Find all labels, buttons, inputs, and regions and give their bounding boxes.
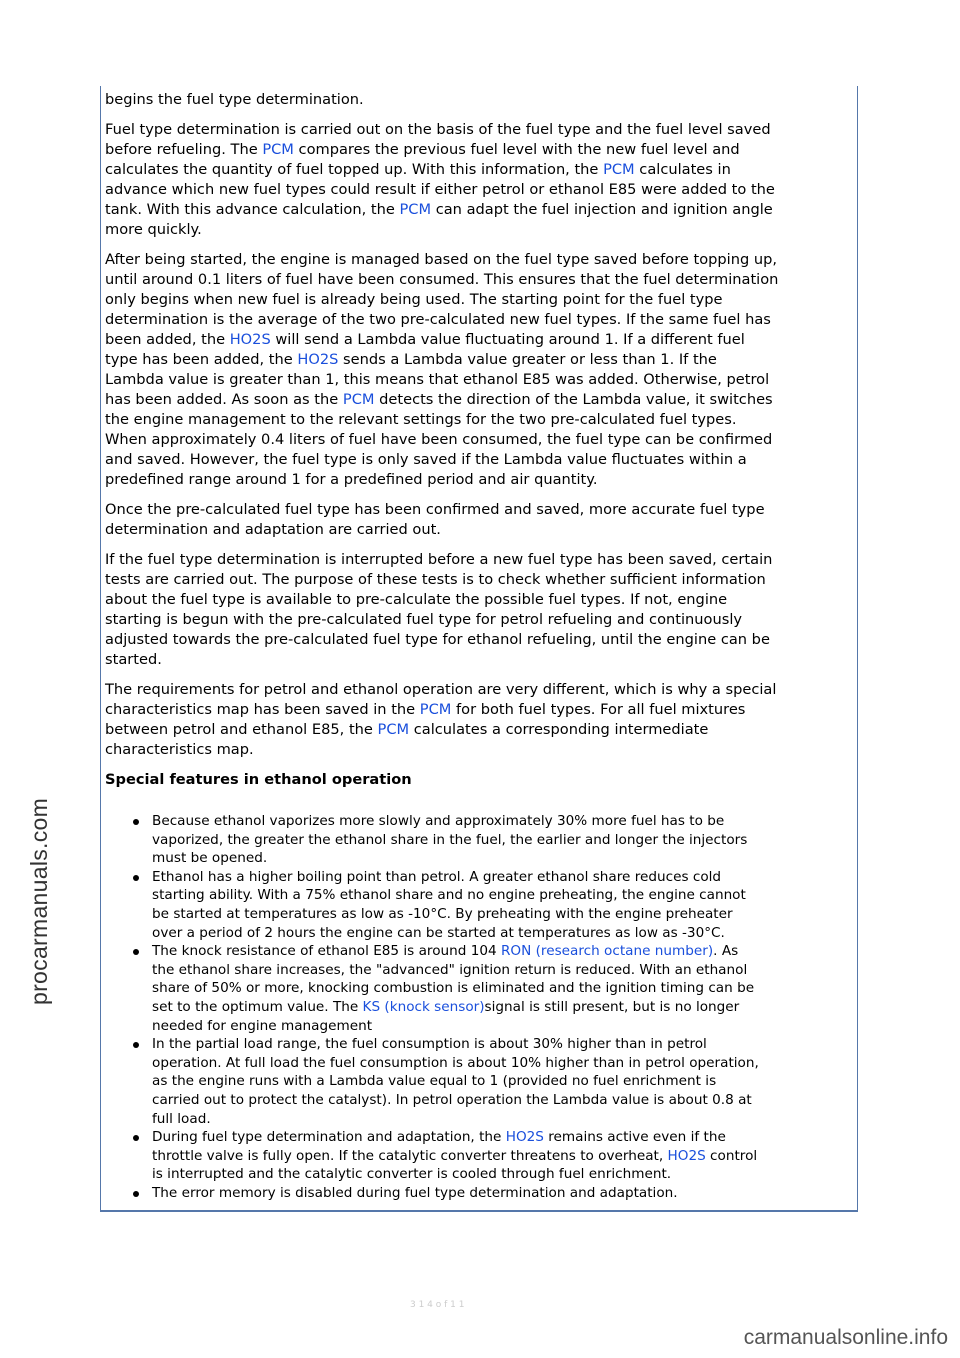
glossary-link[interactable]: PCM [419, 701, 452, 718]
text-line [105, 590, 855, 610]
glossary-link[interactable]: HO2S [229, 331, 271, 348]
text-segment: determination is the average of the two pre-calculated new fuel types. If the same fuel has [105, 311, 771, 328]
text-segment: After being started, the engine is managed based on the fuel type saved before topping up, [105, 251, 778, 268]
text-line [105, 720, 855, 740]
text-segment: is interrupted and the catalytic converter is cooled through fuel enrichment. [152, 1166, 672, 1183]
text-line [105, 140, 855, 160]
text-segment: detects the direction of the Lambda value, it switches [374, 391, 773, 408]
text-segment: . As [713, 943, 739, 960]
text-segment: calculates in [634, 161, 731, 178]
list-item [105, 1035, 855, 1128]
text-line [105, 610, 855, 630]
text-segment: has been added. As soon as the [105, 391, 343, 408]
glossary-link[interactable]: HO2S [505, 1129, 544, 1146]
text-segment: The requirements for petrol and ethanol operation are very different, which is why a special [105, 681, 777, 698]
glossary-link[interactable]: PCM [399, 201, 432, 218]
text-line [105, 410, 855, 430]
text-line [152, 1184, 855, 1203]
text-segment: tank. With this advance calculation, the [105, 201, 400, 218]
text-line [105, 330, 855, 350]
text-segment: starting ability. With a 75% ethanol share and no engine preheating, the engine cannot [152, 887, 746, 904]
text-segment: sends a Lambda value greater or less than 1. If the [338, 351, 717, 368]
text-segment: over a period of 2 hours the engine can be started at temperatures as low as -30°C. [152, 924, 725, 941]
paragraph [105, 500, 855, 540]
text-segment: only begins when new fuel is already being used. The starting point for the fuel type [105, 291, 723, 308]
text-segment: the engine management to the relevant settings for the two pre-calculated fuel types. [105, 411, 737, 428]
paragraph [105, 90, 855, 110]
text-segment: the ethanol share increases, the "advanced" ignition return is reduced. With an ethanol [152, 961, 748, 978]
list-item [105, 1128, 855, 1184]
text-line [105, 160, 855, 180]
paragraph [105, 550, 855, 670]
feature-list [105, 812, 855, 1202]
content-panel [100, 86, 858, 1212]
text-line [152, 868, 855, 887]
text-segment: be started at temperatures as low as -10°C. By preheating with the engine preheater [152, 905, 733, 922]
text-line [152, 905, 855, 924]
text-segment: needed for engine management [152, 1017, 373, 1034]
text-segment: compares the previous fuel level with the new fuel level and [293, 141, 740, 158]
text-line [105, 90, 855, 110]
list-item [105, 812, 855, 868]
text-line [152, 961, 855, 980]
text-line [152, 1017, 855, 1036]
text-line [152, 1128, 855, 1147]
glossary-link[interactable]: RON (research octane number) [500, 943, 714, 960]
text-segment: In the partial load range, the fuel consumption is about 30% higher than in petrol [152, 1036, 707, 1053]
text-segment: must be opened. [152, 850, 268, 867]
glossary-link[interactable]: PCM [377, 721, 410, 738]
text-line [105, 120, 855, 140]
text-segment: type has been added, the [105, 351, 298, 368]
text-line [105, 650, 855, 670]
text-segment: calculates the quantity of fuel topped up. With this information, the [105, 161, 604, 178]
text-segment: predefined range around 1 for a predefined period and air quantity. [105, 471, 598, 488]
text-segment: Lambda value is greater than 1, this means that ethanol E85 was added. Otherwise, petrol [105, 371, 770, 388]
text-segment: as the engine runs with a Lambda value equal to 1 (provided no fuel enrichment is [152, 1073, 717, 1090]
text-segment: tests are carried out. The purpose of these tests is to check whether sufficient information [105, 571, 766, 588]
text-segment: will send a Lambda value fluctuating around 1. If a different fuel [270, 331, 745, 348]
text-segment: The knock resistance of ethanol E85 is around 104 [152, 943, 501, 960]
text-segment: set to the optimum value. The [152, 998, 363, 1015]
glossary-link[interactable]: KS (knock sensor) [362, 998, 485, 1015]
text-segment: started. [105, 651, 162, 668]
text-line [105, 390, 855, 410]
content-body [105, 90, 855, 1202]
text-segment: calculates a corresponding intermediate [409, 721, 709, 738]
text-line [152, 1054, 855, 1073]
text-segment: During fuel type determination and adaptation, the [152, 1129, 506, 1146]
text-segment: throttle valve is fully open. If the catalytic converter threatens to overheat, [152, 1147, 668, 1164]
text-line [105, 630, 855, 650]
text-line [152, 1091, 855, 1110]
text-line [105, 740, 855, 760]
text-line [105, 310, 855, 330]
page-number: 3 1 4 o f 1 1 [410, 1300, 465, 1310]
text-line [152, 812, 855, 831]
text-segment: can adapt the fuel injection and ignition angle [431, 201, 773, 218]
text-segment: If the fuel type determination is interrupted before a new fuel type has been saved, certain [105, 551, 773, 568]
text-segment: and saved. However, the fuel type is only saved if the Lambda value fluctuates within a [105, 451, 747, 468]
text-segment: begins the fuel type determination. [105, 91, 364, 108]
text-segment: characteristics map. [105, 741, 254, 758]
glossary-link[interactable]: HO2S [667, 1147, 706, 1164]
list-item [105, 942, 855, 1035]
side-watermark: procarmanuals.com [26, 797, 52, 1005]
text-line [152, 1147, 855, 1166]
text-segment: full load. [152, 1110, 211, 1127]
text-line [105, 500, 855, 520]
text-line [152, 924, 855, 943]
text-segment: share of 50% or more, knocking combustion is eliminated and the ignition timing can be [152, 980, 755, 997]
text-segment: control [705, 1147, 758, 1164]
text-line [105, 570, 855, 590]
text-line [105, 180, 855, 200]
text-segment: vaporized, the greater the ethanol share in the fuel, the earlier and longer the injectors [152, 831, 748, 848]
paragraph [105, 120, 855, 240]
text-line [105, 470, 855, 490]
text-line [152, 849, 855, 868]
text-segment: The error memory is disabled during fuel type determination and adaptation. [152, 1184, 678, 1201]
text-segment: operation. At full load the fuel consumption is about 10% higher than in petrol operation, [152, 1054, 759, 1071]
section-heading: Special features in ethanol operation [105, 771, 412, 788]
text-segment: Ethanol has a higher boiling point than petrol. A greater ethanol share reduces cold [152, 868, 722, 885]
text-line [105, 220, 855, 240]
text-segment: adjusted towards the pre-calculated fuel type for ethanol refueling, until the engine can be [105, 631, 770, 648]
text-segment: more quickly. [105, 221, 202, 238]
text-segment: before refueling. The [105, 141, 263, 158]
text-line [105, 700, 855, 720]
text-line [105, 250, 855, 270]
text-segment: Fuel type determination is carried out on the basis of the fuel type and the fuel level saved [105, 121, 771, 138]
text-line [152, 1035, 855, 1054]
text-segment: starting is begun with the pre-calculated fuel type for petrol refueling and continuously [105, 611, 743, 628]
text-line [152, 886, 855, 905]
text-line [152, 831, 855, 850]
text-segment: When approximately 0.4 liters of fuel have been consumed, the fuel type can be confirmed [105, 431, 773, 448]
text-segment: Once the pre-calculated fuel type has been confirmed and saved, more accurate fuel type [105, 501, 765, 518]
footer-watermark: carmanualsonline.info [743, 1326, 948, 1349]
paragraph [105, 250, 855, 490]
text-line [105, 430, 855, 450]
text-segment: signal is still present, but is no longer [484, 998, 740, 1015]
text-segment: Because ethanol vaporizes more slowly and approximately 30% more fuel has to be [152, 813, 725, 829]
glossary-link[interactable]: PCM [603, 161, 635, 178]
text-line [105, 350, 855, 370]
list-item [105, 868, 855, 942]
text-line [105, 200, 855, 220]
text-segment: until around 0.1 liters of fuel have been consumed. This ensures that the fuel determination [105, 271, 779, 288]
text-line [105, 550, 855, 570]
text-line [105, 680, 855, 700]
text-line [152, 1165, 855, 1184]
paragraph [105, 680, 855, 760]
text-line [152, 1072, 855, 1091]
text-segment: advance which new fuel types could result if either petrol or ethanol E85 were added to the [105, 181, 775, 198]
text-segment: remains active even if the [543, 1129, 726, 1146]
text-line [105, 270, 855, 290]
text-segment: about the fuel type is available to pre-calculate the possible fuel types. If not, engine [105, 591, 728, 608]
glossary-link[interactable]: PCM [342, 391, 375, 408]
list-item [105, 1184, 855, 1203]
glossary-link[interactable]: PCM [262, 141, 294, 158]
text-line [152, 942, 855, 961]
text-segment: determination and adaptation are carried out. [105, 521, 441, 538]
text-line [105, 520, 855, 540]
text-line [152, 998, 855, 1017]
text-line [105, 290, 855, 310]
text-line [152, 979, 855, 998]
text-line [152, 1110, 855, 1129]
text-line [105, 450, 855, 470]
text-segment: been added, the [105, 331, 230, 348]
text-segment: for both fuel types. For all fuel mixtures [451, 701, 746, 718]
text-line [105, 370, 855, 390]
glossary-link[interactable]: HO2S [297, 351, 339, 368]
text-segment: between petrol and ethanol E85, the [105, 721, 378, 738]
paragraphs [105, 90, 855, 760]
text-segment: characteristics map has been saved in the [105, 701, 420, 718]
text-segment: carried out to protect the catalyst). In petrol operation the Lambda value is about 0.8 at [152, 1091, 752, 1108]
